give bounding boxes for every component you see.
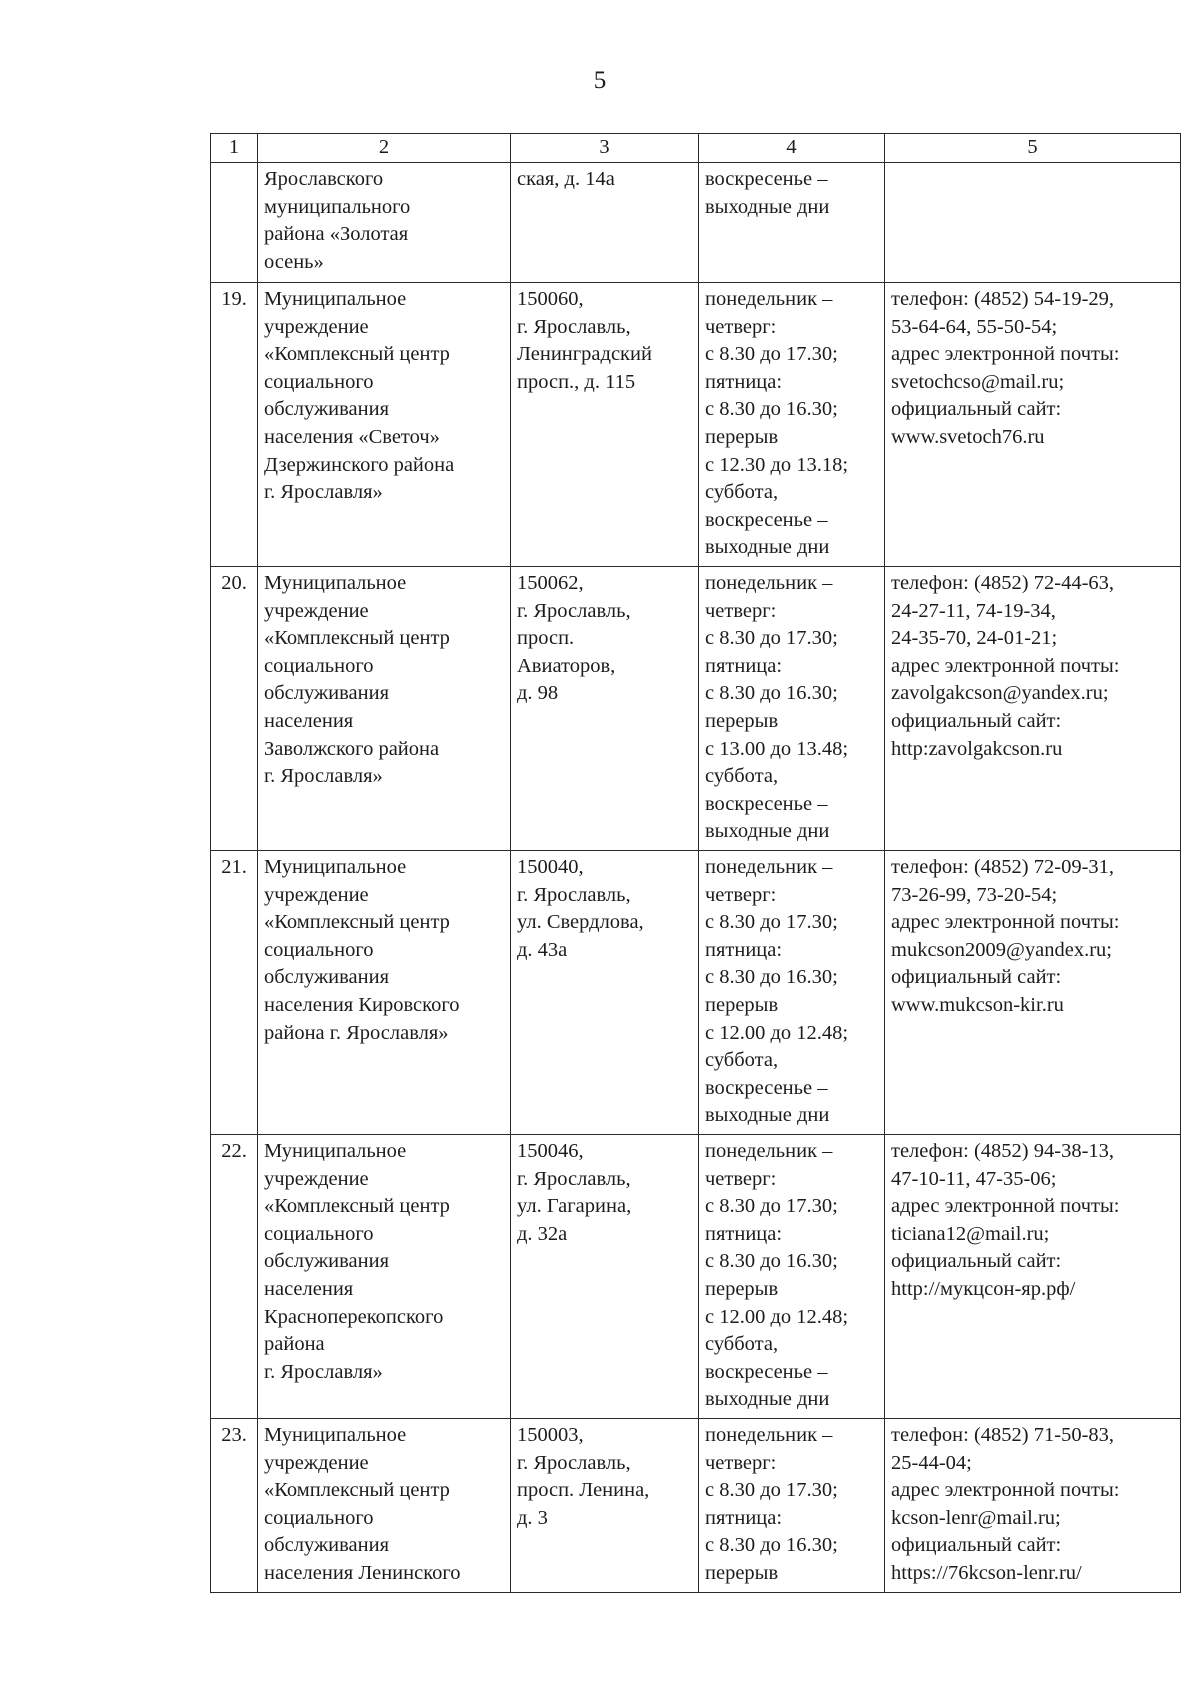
page-number: 5 [593, 67, 607, 94]
institutions-table [210, 133, 1181, 1593]
table-row [211, 851, 1181, 1135]
header-col-1: 1 [211, 134, 258, 163]
institution-name: Муниципальное учреждение «Комплексный центр социального обслуживания населения Заволжского района г. Ярославля» [258, 567, 511, 851]
header-col-5: 5 [885, 134, 1181, 163]
table-row [211, 1419, 1181, 1593]
table-header-row [211, 134, 1181, 163]
contact-info [885, 163, 1181, 283]
working-hours: понедельник – четверг: с 8.30 до 17.30; пятница: с 8.30 до 16.30; перерыв с 12.00 до 12.48; суббота, воскресенье – выходные дни [699, 1135, 885, 1419]
row-number: 22. [211, 1135, 258, 1419]
row-number: 23. [211, 1419, 258, 1593]
institution-name: Муниципальное учреждение «Комплексный центр социального обслуживания населения Ленинского [258, 1419, 511, 1593]
institution-address: ская, д. 14а [511, 163, 699, 283]
institution-name: Муниципальное учреждение «Комплексный центр социального обслуживания населения Кировского района г. Ярославля» [258, 851, 511, 1135]
contact-info: телефон: (4852) 72-09-31, 73-26-99, 73-20-54; адрес электронной почты: mukcson2009@yandex.ru; официальный сайт: www.mukcson-kir.ru [885, 851, 1181, 1135]
contact-info: телефон: (4852) 72-44-63, 24-27-11, 74-19-34, 24-35-70, 24-01-21; адрес электронной почты: zavolgakcson@yandex.ru; официальный сайт: http:zavolgakcson.ru [885, 567, 1181, 851]
institution-name: Муниципальное учреждение «Комплексный центр социального обслуживания населения Красноперекопского района г. Ярославля» [258, 1135, 511, 1419]
table-row [211, 163, 1181, 283]
institution-address: 150003, г. Ярославль, просп. Ленина, д. 3 [511, 1419, 699, 1593]
institution-name: Муниципальное учреждение «Комплексный центр социального обслуживания населения «Светоч» Дзержинского района г. Ярославля» [258, 283, 511, 567]
working-hours: понедельник – четверг: с 8.30 до 17.30; пятница: с 8.30 до 16.30; перерыв с 12.30 до 13.18; суббота, воскресенье – выходные дни [699, 283, 885, 567]
row-number [211, 163, 258, 283]
row-number: 21. [211, 851, 258, 1135]
header-col-3: 3 [511, 134, 699, 163]
working-hours: понедельник – четверг: с 8.30 до 17.30; пятница: с 8.30 до 16.30; перерыв с 12.00 до 12.48; суббота, воскресенье – выходные дни [699, 851, 885, 1135]
institution-address: 150040, г. Ярославль, ул. Свердлова, д. 43а [511, 851, 699, 1135]
contact-info: телефон: (4852) 54-19-29, 53-64-64, 55-50-54; адрес электронной почты: svetochcso@mail.ru; официальный сайт: www.svetoch76.ru [885, 283, 1181, 567]
institution-address: 150062, г. Ярославль, просп. Авиаторов, д. 98 [511, 567, 699, 851]
table-row [211, 283, 1181, 567]
contact-info: телефон: (4852) 94-38-13, 47-10-11, 47-35-06; адрес электронной почты: ticiana12@mail.ru; официальный сайт: http://мукцсон-яр.рф/ [885, 1135, 1181, 1419]
institution-name: Ярославского муниципального района «Золотая осень» [258, 163, 511, 283]
row-number: 19. [211, 283, 258, 567]
table-row [211, 1135, 1181, 1419]
institution-address: 150046, г. Ярославль, ул. Гагарина, д. 32а [511, 1135, 699, 1419]
working-hours: понедельник – четверг: с 8.30 до 17.30; пятница: с 8.30 до 16.30; перерыв с 13.00 до 13.48; суббота, воскресенье – выходные дни [699, 567, 885, 851]
contact-info: телефон: (4852) 71-50-83, 25-44-04; адрес электронной почты: kcson-lenr@mail.ru; официальный сайт: https://76kcson-lenr.ru/ [885, 1419, 1181, 1593]
table-row [211, 567, 1181, 851]
institution-address: 150060, г. Ярославль, Ленинградский просп., д. 115 [511, 283, 699, 567]
working-hours: воскресенье – выходные дни [699, 163, 885, 283]
working-hours: понедельник – четверг: с 8.30 до 17.30; пятница: с 8.30 до 16.30; перерыв [699, 1419, 885, 1593]
row-number: 20. [211, 567, 258, 851]
header-col-4: 4 [699, 134, 885, 163]
header-col-2: 2 [258, 134, 511, 163]
